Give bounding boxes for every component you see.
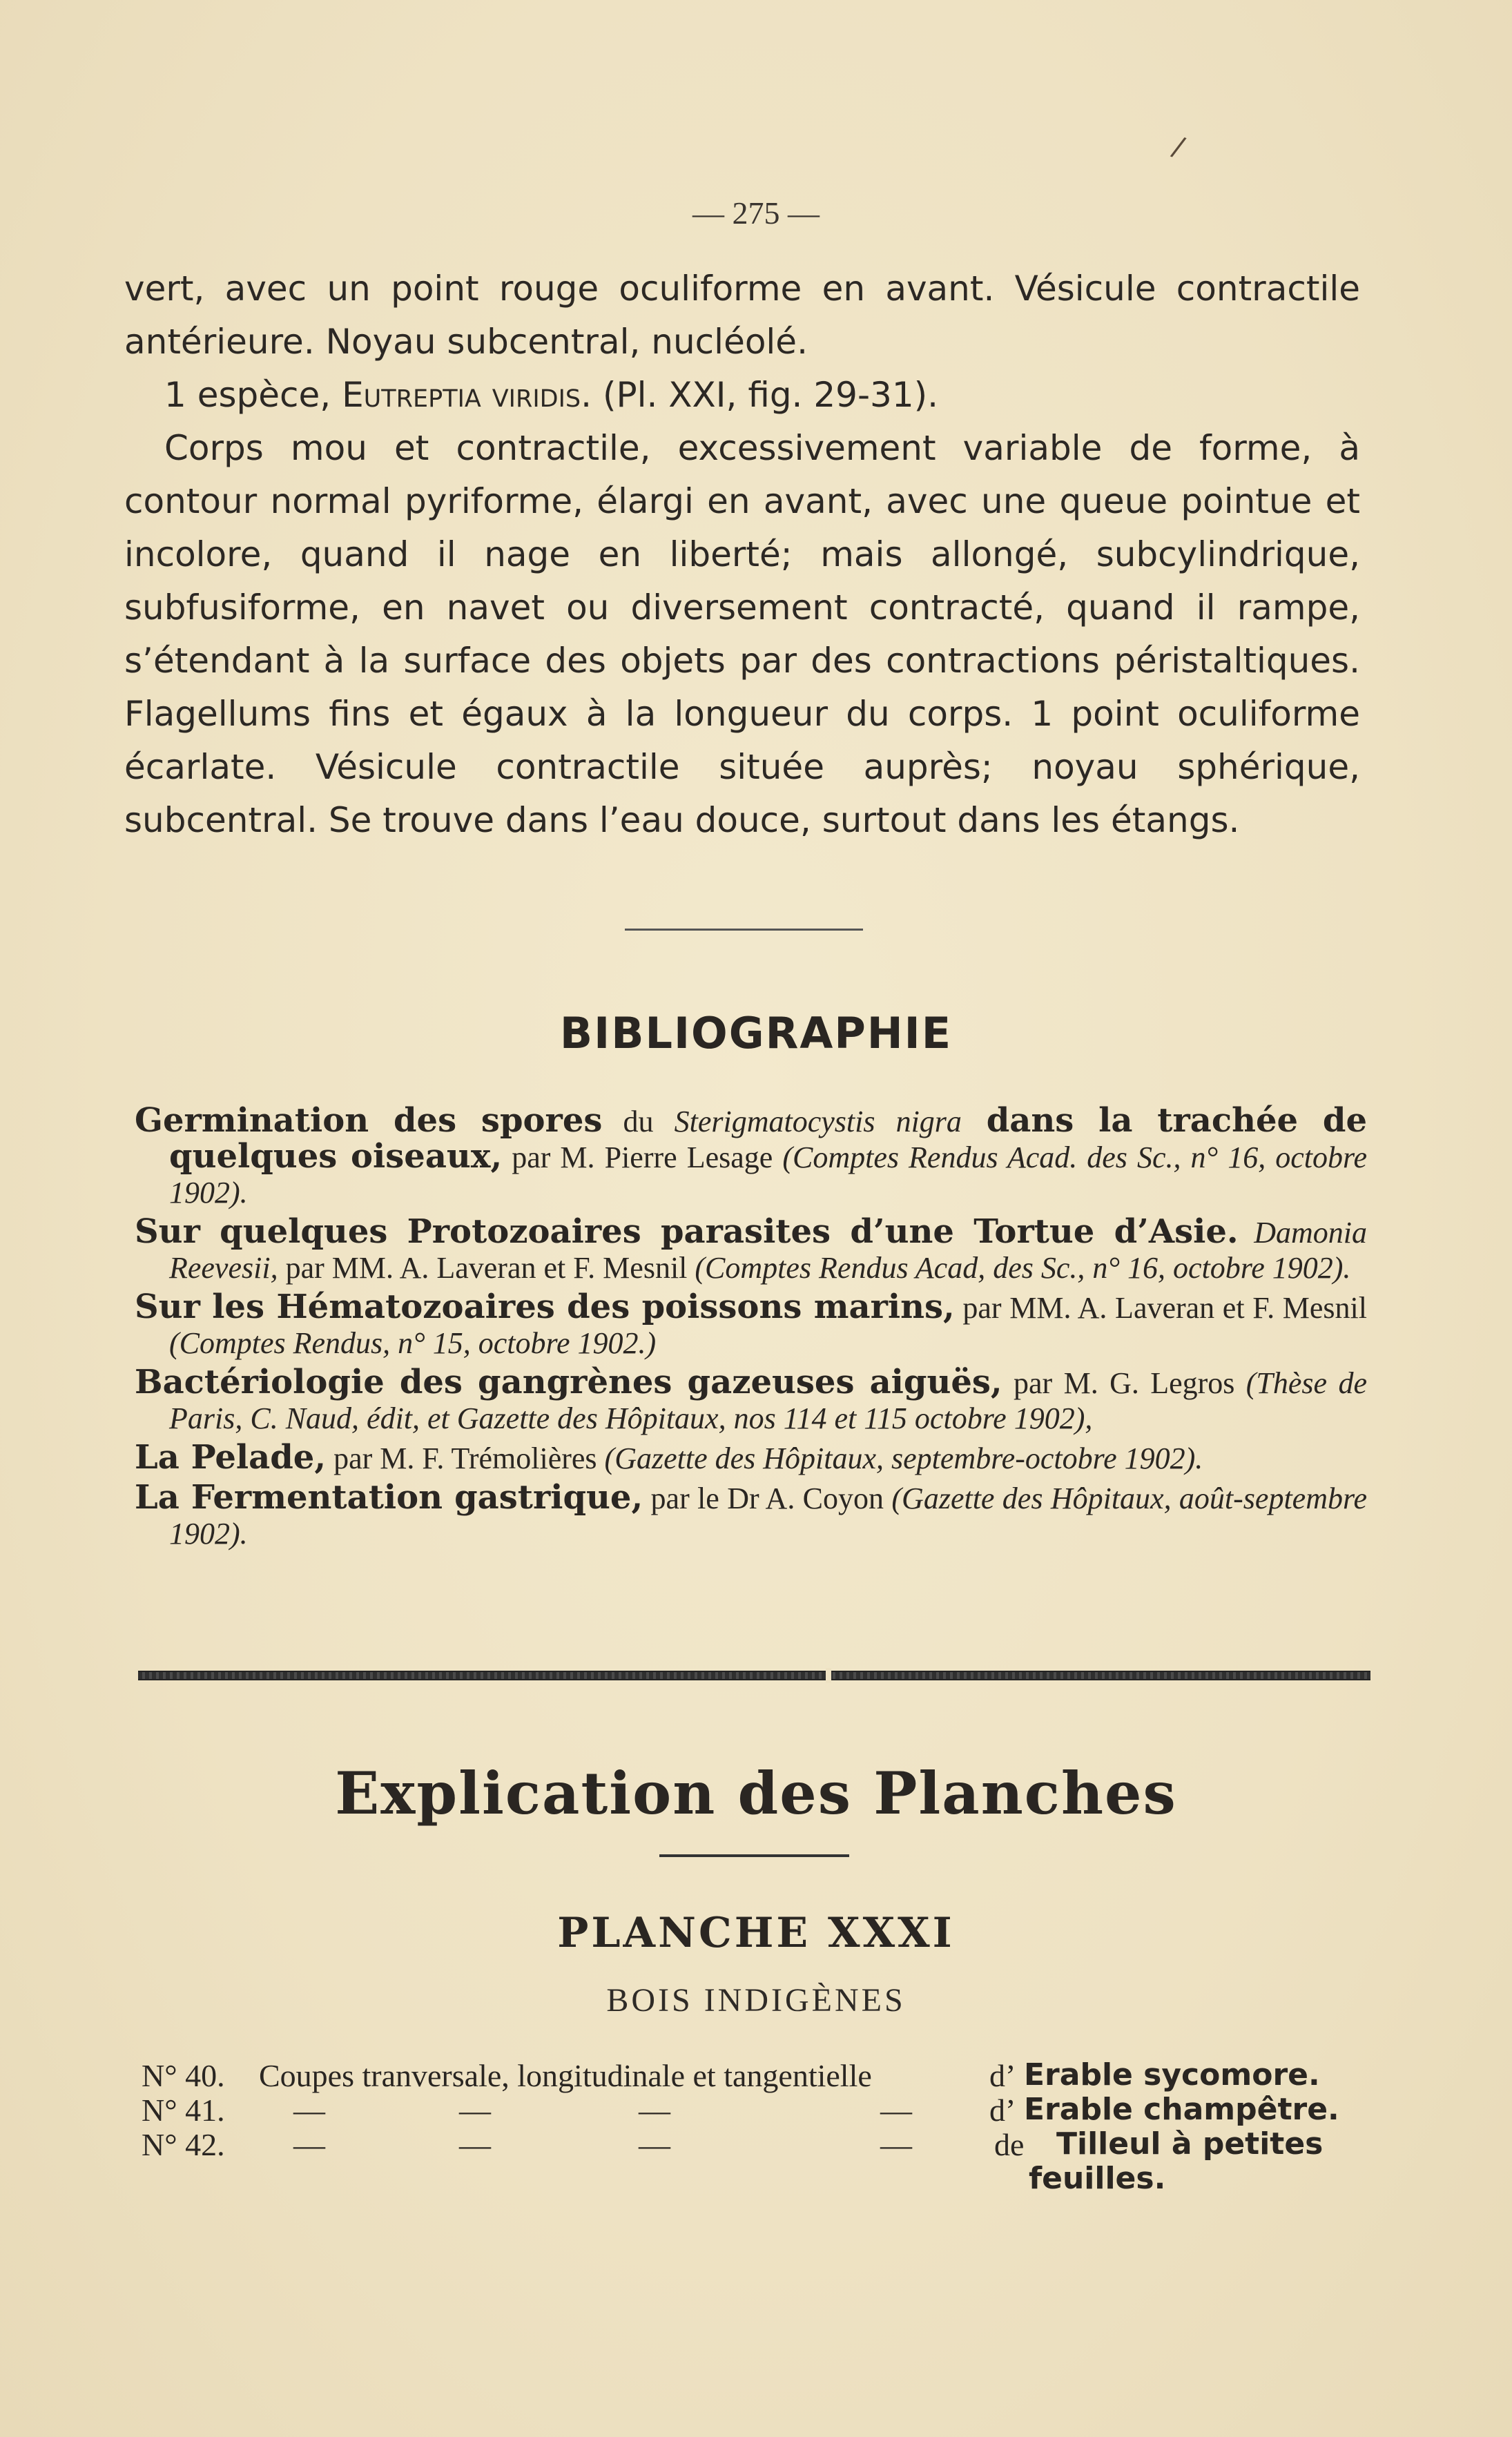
bibliography-entry — [135, 1440, 1367, 1476]
body-text — [124, 262, 1360, 847]
entry-text — [1239, 1216, 1254, 1250]
species-name: Erable sycomore. — [1024, 2057, 1320, 2093]
bibliography-heading: BIBLIOGRAPHIE — [559, 1008, 953, 1058]
entry-italic: (Comptes Rendus Acad, des Sc., n° 16, octobre 1902). — [695, 1251, 1351, 1285]
bibliography-entry — [135, 1480, 1367, 1551]
species-prefix: 1 espèce, — [164, 375, 331, 415]
entry-title: La Fermentation gastrique, — [135, 1478, 643, 1517]
plates-heading: Explication des Planches — [335, 1759, 1177, 1827]
entry-italic: (Thèse de Paris, C. Naud, édit, et Gazette des Hôpitaux, nos 114 et 115 octobre 1902), — [169, 1366, 1367, 1435]
bibliography-entry — [135, 1365, 1367, 1436]
separator-rule — [659, 1854, 849, 1857]
section-divider — [138, 1671, 1370, 1680]
species-preposition: d’ — [989, 2058, 1016, 2093]
ditto-dash: — — [459, 2127, 491, 2162]
species-name-continuation: feuilles. — [1029, 2161, 1166, 2196]
entry-italic: Damonia Reevesii, — [169, 1216, 1368, 1285]
plate-row — [142, 2126, 1377, 2162]
plate-row — [142, 2057, 1377, 2093]
entry-title: dans la trachée de quelques oiseaux, — [169, 1101, 1367, 1176]
ink-mark: / — [1168, 130, 1188, 164]
ditto-dash: — — [459, 2093, 491, 2128]
entry-italic: (Gazette des Hôpitaux, septembre-octobre 1902). — [604, 1441, 1203, 1475]
ditto-dash: — — [293, 2093, 325, 2128]
plate-number: N° 41. — [142, 2093, 225, 2128]
entry-title: Sur quelques Protozoaires parasites d’une Tortue d’Asie. — [135, 1212, 1239, 1251]
plate-description: Coupes tranversale, longitudinale et tangentielle — [259, 2058, 872, 2093]
entry-text: par MM. A. Laveran et F. Mesnil — [954, 1291, 1367, 1325]
entry-text: du — [602, 1105, 675, 1138]
plate-row-continuation — [142, 2161, 1377, 2197]
ditto-dash: — — [639, 2127, 670, 2162]
species-preposition: de — [994, 2127, 1025, 2162]
bibliography-entry — [135, 1103, 1367, 1210]
ditto-dash: — — [880, 2127, 912, 2162]
entry-text: par M. F. Trémolières — [326, 1441, 605, 1475]
plate-number: N° 40. — [142, 2058, 225, 2093]
plate-number: N° 42. — [142, 2127, 225, 2162]
ditto-dash: — — [639, 2093, 670, 2128]
entry-text: par M. G. Legros — [1002, 1366, 1246, 1400]
species-name: Tilleul à petites — [1056, 2126, 1324, 2162]
entry-title: Germination des spores — [135, 1101, 603, 1140]
bibliography-entry — [135, 1290, 1367, 1361]
bibliography-entry — [135, 1214, 1367, 1285]
divider-gap — [826, 1668, 831, 1683]
species-plate-ref: (Pl. XXI, fig. 29-31). — [602, 375, 939, 415]
entry-italic: (Comptes Rendus Acad. des Sc., n° 16, octobre 1902). — [169, 1140, 1368, 1210]
entry-text: par le Dr A. Coyon — [643, 1482, 892, 1515]
entry-title: La Pelade, — [135, 1438, 327, 1477]
species-name: Eutreptia viridis. — [342, 375, 592, 415]
separator-rule — [625, 929, 863, 931]
entry-italic: Sterigmatocystis nigra — [674, 1105, 962, 1138]
entry-text: par M. Pierre Lesage — [502, 1140, 783, 1174]
plate-title: PLANCHE XXXI — [557, 1909, 955, 1957]
species-preposition: d’ — [989, 2093, 1016, 2128]
ditto-dash: — — [293, 2127, 325, 2162]
entry-italic: (Gazette des Hôpitaux, août-septembre 1902). — [169, 1482, 1368, 1551]
ditto-dash: — — [880, 2093, 912, 2128]
entry-title: Sur les Hématozoaires des poissons marins, — [135, 1288, 955, 1326]
paragraph: vert, avec un point rouge oculiforme en avant. Vésicule contractile antérieure. Noyau subcentral, nucléolé. — [124, 269, 1360, 362]
species-name: Erable champêtre. — [1024, 2092, 1339, 2127]
plate-row — [142, 2092, 1377, 2128]
bibliography-list — [135, 1103, 1367, 1555]
entry-text: par MM. A. Laveran et F. Mesnil — [278, 1251, 695, 1285]
entry-italic: (Comptes Rendus, n° 15, octobre 1902.) — [169, 1326, 657, 1360]
entry-title: Bactériologie des gangrènes gazeuses aiguës, — [135, 1363, 1002, 1401]
species-line — [124, 369, 1360, 422]
page-number: — 275 — — [692, 195, 820, 231]
plate-subtitle: BOIS INDIGÈNES — [606, 1982, 906, 2019]
paragraph: Corps mou et contractile, excessivement variable de forme, à contour normal pyriforme, élargi en avant, avec une queue pointue et incolore, quand il nage en liberté; mais allongé, subcylindrique, subfusiforme, en navet ou diversement contracté, quand il rampe, s’étendant à la surface des objets par des contractions péristaltiques. Flagellums fins et égaux à la longueur du corps. 1 point oculiforme écarlate. Vésicule contractile située auprès; noyau sphérique, subcentral. Se trouve dans l’eau douce, surtout dans les étangs. — [124, 428, 1360, 840]
